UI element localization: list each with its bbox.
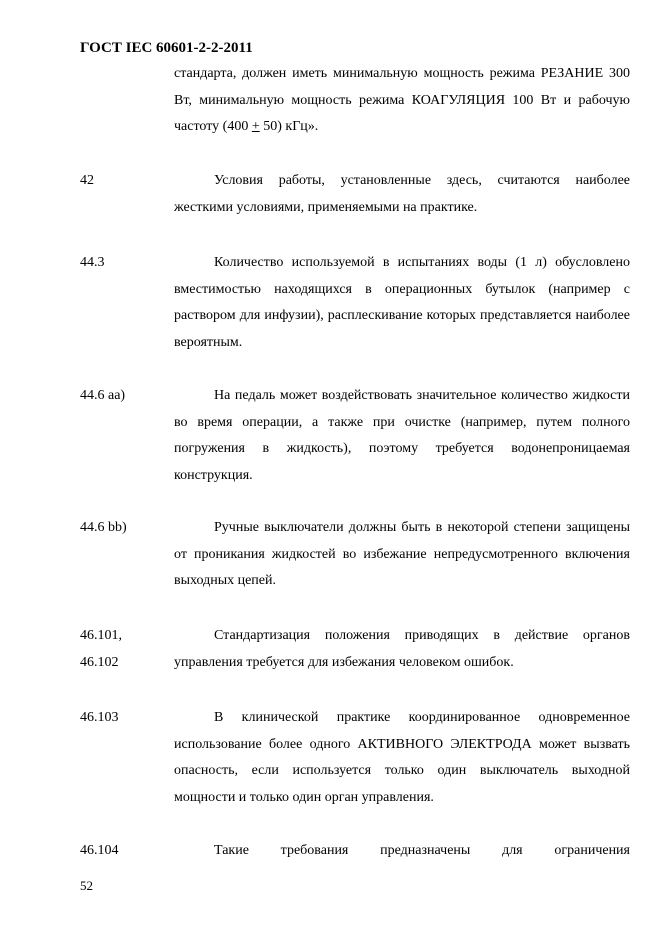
clause-number-42: 42: [80, 173, 94, 188]
clause-text-46-103: В клинической практике координированное одновременное использование более одного АКТИВНОГО ЭЛЕКТРОДА может вызвать опасность, если используется только один выключатель выходной мощности и только один орган управления.: [174, 710, 630, 805]
clause-number-44-3: 44.3: [80, 255, 105, 270]
clause-number-46-101: 46.101,: [80, 628, 122, 643]
clause-text-46-101: Стандартизация положения приводящих в действие органов управления требуется для избежания человеком ошибок.: [174, 628, 630, 670]
clause-number-44-6-bb: 44.6 bb): [80, 520, 127, 535]
clause-number-46-103: 46.103: [80, 710, 119, 725]
continuation-text-end: 50) кГц».: [259, 119, 319, 134]
continuation-paragraph: [174, 61, 630, 141]
clause-text-44-3: Количество используемой в испытаниях воды (1 л) обусловлено вместимостью находящихся в операционных бутылок (например с раствором для инфузии), расплескивание которых представляется наиболее вероятным.: [174, 255, 630, 350]
clause-number-46-104: 46.104: [80, 843, 119, 858]
document-header: ГОСТ IEC 60601-2-2-2011: [80, 40, 253, 56]
clause-number-44-6-aa: 44.6 aa): [80, 388, 126, 403]
clause-text-44-6-bb: Ручные выключатели должны быть в некоторой степени защищены от проникания жидкостей во избежание непредусмотренного включения выходных цепей.: [174, 520, 630, 588]
clause-text-44-6-aa: На педаль может воздействовать значительное количество жидкости во время операции, а также при очистке (например, путем полного погружения в жидкость), поэтому требуется водонепроницаемая конструкция.: [174, 388, 630, 483]
page-number: 52: [80, 878, 93, 893]
continuation-text: стандарта, должен иметь минимальную мощность режима РЕЗАНИЕ 300 Вт, минимальную мощность режима КОАГУЛЯЦИЯ 100 Вт и рабочую частоту (400: [174, 66, 630, 134]
clause-number-46-102: 46.102: [80, 655, 119, 670]
plus-minus-sign: +: [251, 119, 260, 134]
clause-text-46-104: Такие требования предназначены для ограничения: [214, 843, 630, 858]
clause-text-42: Условия работы, установленные здесь, считаются наиболее жесткими условиями, применяемыми на практике.: [174, 173, 630, 215]
